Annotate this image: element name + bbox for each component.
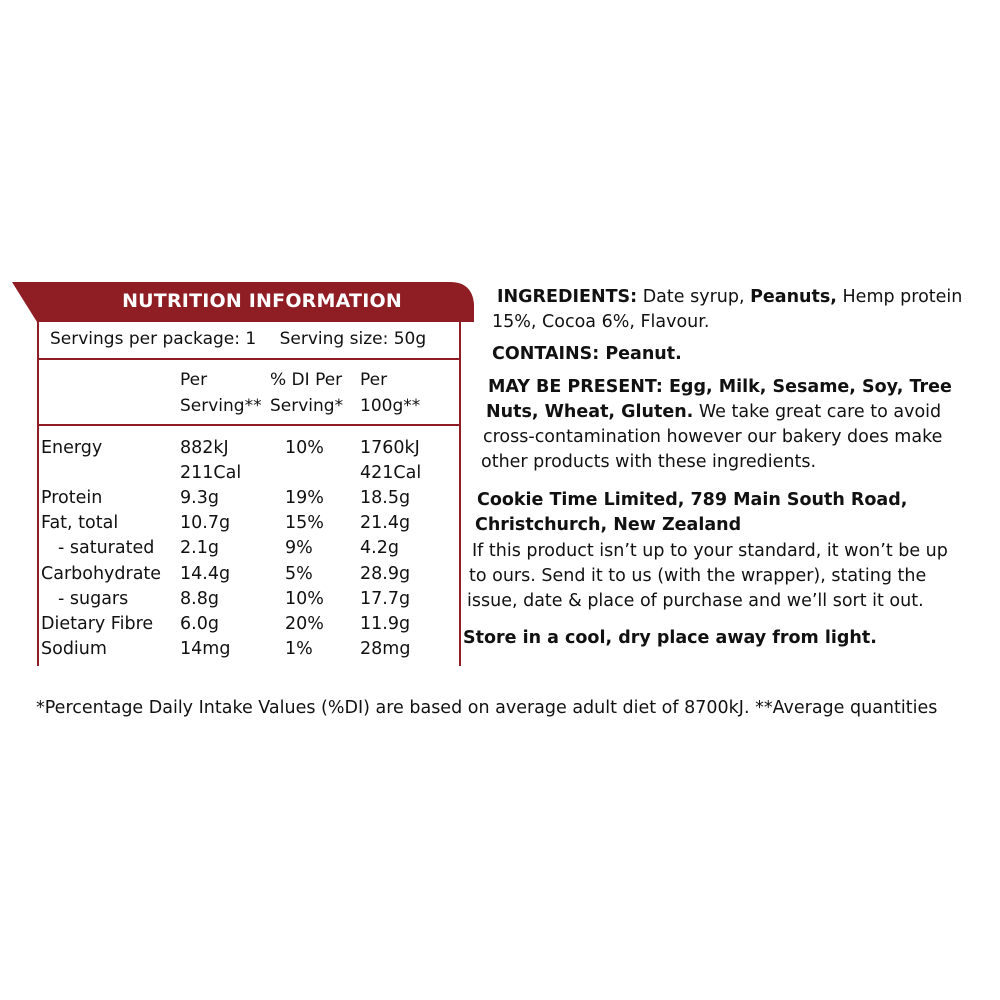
ingredients-line-2: 15%, Cocoa 6%, Flavour. [492, 312, 710, 332]
ingredients-text: Date syrup, [637, 287, 751, 307]
contains-statement: CONTAINS: Peanut. [492, 344, 682, 364]
row-energy-per-serving-cal: 211Cal [180, 463, 242, 483]
row-sugars-per-serving: 8.8g [180, 589, 219, 609]
serving-info [50, 329, 426, 349]
row-sodium-per-100g: 28mg [360, 639, 411, 659]
row-energy-per-serving: 882kJ [180, 438, 229, 458]
row-protein-name: Protein [41, 488, 103, 508]
row-sodium-per-serving: 14mg [180, 639, 231, 659]
row-fibre-per-serving: 6.0g [180, 614, 219, 634]
ingredients-peanuts: Peanuts, [750, 287, 837, 307]
storage-instructions: Store in a cool, dry place away from light. [463, 628, 877, 648]
row-fibre-di: 20% [285, 614, 324, 634]
row-carbohydrate-per-100g: 28.9g [360, 564, 411, 584]
row-fat-name: Fat, total [41, 513, 119, 533]
header-line: Per [360, 370, 388, 390]
footnote: *Percentage Daily Intake Values (%DI) are based on average adult diet of 8700kJ. **Average quantities [36, 698, 938, 718]
row-fibre-per-100g: 11.9g [360, 614, 411, 634]
row-energy-di: 10% [285, 438, 324, 458]
may-be-present-line-2 [486, 400, 941, 425]
row-fibre-name: Dietary Fibre [41, 614, 154, 634]
row-sugars-di: 10% [285, 589, 324, 609]
guarantee-line-2: to ours. Send it to us (with the wrapper), stating the [469, 566, 927, 586]
servings-per-package: Servings per package: 1 [50, 329, 257, 349]
row-carbohydrate-per-serving: 14.4g [180, 564, 231, 584]
row-sodium-name: Sodium [41, 639, 107, 659]
company-line-2: Christchurch, New Zealand [475, 515, 742, 535]
header-line: 100g** [360, 396, 421, 416]
row-protein-per-serving: 9.3g [180, 488, 219, 508]
serving-size: Serving size: 50g [279, 329, 427, 349]
row-fat-di: 15% [285, 513, 324, 533]
guarantee-line-1: If this product isn’t up to your standard, it won’t be up [472, 541, 948, 561]
row-saturated-per-serving: 2.1g [180, 538, 219, 558]
row-protein-per-100g: 18.5g [360, 488, 411, 508]
header-line: Serving* [270, 396, 344, 416]
may-be-present-line-3: cross-contamination however our bakery does make [483, 427, 943, 447]
row-carbohydrate-di: 5% [285, 564, 313, 584]
row-saturated-di: 9% [285, 538, 313, 558]
nutrition-title: NUTRITION INFORMATION [122, 290, 402, 312]
header-line: Per [180, 370, 208, 390]
may-be-present-allergens: Nuts, Wheat, Gluten. [486, 402, 694, 422]
header-line: % DI Per [270, 370, 343, 390]
row-energy-name: Energy [41, 438, 103, 458]
row-carbohydrate-name: Carbohydrate [41, 564, 162, 584]
header-line: Serving** [180, 396, 262, 416]
nutrition-header-banner [12, 280, 474, 322]
row-saturated-per-100g: 4.2g [360, 538, 399, 558]
row-protein-di: 19% [285, 488, 324, 508]
ingredients-label: INGREDIENTS: [497, 287, 638, 307]
guarantee-line-3: issue, date & place of purchase and we’ll sort it out. [467, 591, 924, 611]
col-di-header [270, 367, 343, 419]
col-per-serving-header [180, 367, 262, 419]
company-line-1: Cookie Time Limited, 789 Main South Road, [477, 490, 908, 510]
ingredients-line-1 [497, 285, 962, 310]
row-sugars-name: - sugars [58, 589, 129, 609]
may-be-present-text: We take great care to avoid [693, 402, 942, 422]
divider [37, 358, 461, 360]
row-sodium-di: 1% [285, 639, 313, 659]
ingredients-text: Hemp protein [836, 287, 963, 307]
may-be-present-line-4: other products with these ingredients. [481, 452, 817, 472]
row-sugars-per-100g: 17.7g [360, 589, 411, 609]
row-energy-per-100g: 1760kJ [360, 438, 420, 458]
row-fat-per-serving: 10.7g [180, 513, 231, 533]
divider [37, 424, 461, 426]
row-fat-per-100g: 21.4g [360, 513, 411, 533]
row-saturated-name: - saturated [58, 538, 155, 558]
col-per-100g-header [360, 367, 420, 419]
may-be-present-line-1: MAY BE PRESENT: Egg, Milk, Sesame, Soy, Tree [488, 377, 952, 397]
row-energy-per-100g-cal: 421Cal [360, 463, 422, 483]
